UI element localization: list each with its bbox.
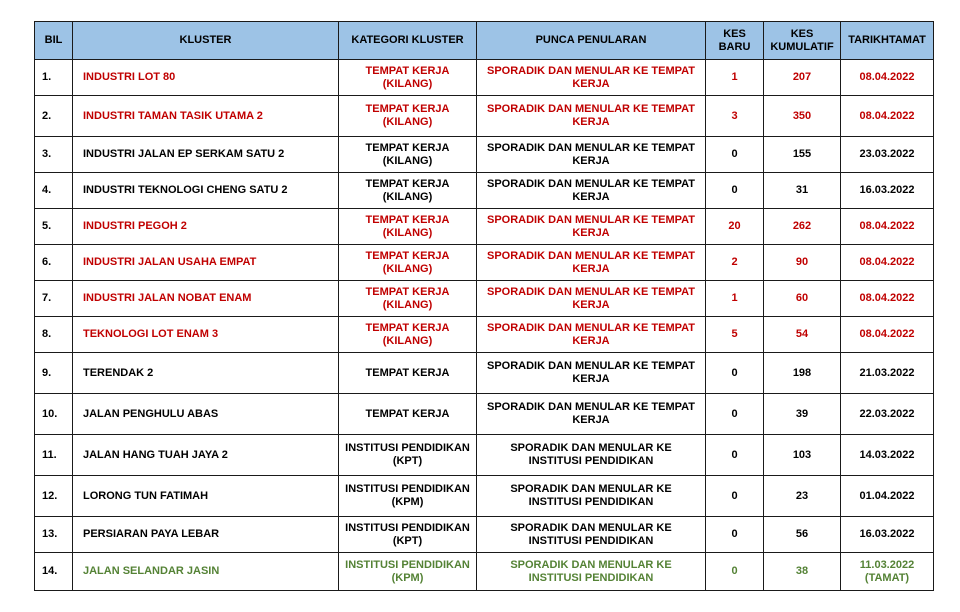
cell-kategori: [339, 60, 477, 96]
cell-kes-kumulatif-text: 155: [792, 148, 812, 160]
cell-punca-text: SPORADIK DAN MENULAR KE: [510, 442, 672, 454]
cell-kluster: [73, 209, 339, 245]
cell-kategori: [339, 317, 477, 353]
cell-kategori-text: (KPM): [391, 496, 424, 508]
cell-bil-text: 14.: [42, 565, 58, 577]
cell-punca-text: KERJA: [572, 298, 610, 311]
cell-kategori: [339, 96, 477, 137]
cell-kes-baru: [706, 476, 764, 517]
cell-punca-text: KERJA: [572, 154, 610, 167]
cell-tarikh-tamat-text: 16.03.2022: [859, 528, 915, 540]
cell-kategori: [339, 476, 477, 517]
cell-tarikh-tamat: [841, 137, 934, 173]
cell-kluster: [73, 245, 339, 281]
cell-kluster-text: PERSIARAN PAYA LEBAR: [83, 528, 220, 540]
cell-kes-baru: [706, 553, 764, 591]
cell-kes-baru-text: 0: [731, 448, 738, 461]
cell-kes-baru-text: 0: [731, 366, 738, 379]
table-row: [35, 476, 934, 517]
cell-bil: [35, 517, 73, 553]
cell-tarikh-tamat-text: 08.04.2022: [859, 220, 915, 232]
cell-bil: [35, 435, 73, 476]
cell-kes-baru: [706, 517, 764, 553]
cell-bil-text: 2.: [42, 109, 52, 122]
cell-kes-kumulatif: [764, 394, 841, 435]
cell-kluster: [73, 281, 339, 317]
cell-kategori-text: TEMPAT KERJA: [365, 249, 450, 262]
cell-kes-baru: [706, 245, 764, 281]
cell-punca-text: SPORADIK DAN MENULAR KE TEMPAT: [487, 141, 695, 154]
table-row: [35, 317, 934, 353]
cell-punca-text: INSTITUSI PENDIDIKAN: [528, 455, 654, 467]
cell-bil: [35, 553, 73, 591]
cell-kes-baru: [706, 435, 764, 476]
header-kes-baru: [706, 22, 764, 60]
cell-kes-kumulatif-text: 23: [795, 489, 809, 502]
cell-kategori-text: TEMPAT KERJA: [365, 213, 450, 226]
table-row: [35, 96, 934, 137]
cell-kluster: [73, 317, 339, 353]
cell-kluster-text: INDUSTRI TEKNOLOGI CHENG SATU 2: [83, 184, 288, 196]
cell-kategori-text: (KILANG): [382, 77, 433, 90]
table-row: [35, 394, 934, 435]
cell-kategori-text: TEMPAT KERJA: [365, 141, 450, 154]
cell-tarikh-tamat-text: 22.03.2022: [859, 407, 915, 420]
cell-kes-baru: [706, 353, 764, 394]
cell-punca: [477, 317, 706, 353]
cell-kes-baru-text: 1: [731, 71, 738, 83]
cell-kluster-text: TERENDAK 2: [83, 366, 154, 379]
cell-tarikh-tamat-text: (TAMAT): [864, 571, 910, 584]
cell-kes-kumulatif-text: 350: [792, 109, 812, 122]
cell-punca-text: SPORADIK DAN MENULAR KE: [510, 483, 672, 495]
cell-kes-kumulatif: [764, 553, 841, 591]
cell-punca-text: SPORADIK DAN MENULAR KE: [510, 521, 672, 534]
cell-kategori: [339, 553, 477, 591]
cell-tarikh-tamat-text: 16.03.2022: [859, 184, 915, 196]
cell-bil-text: 4.: [42, 184, 52, 196]
cell-kes-kumulatif: [764, 209, 841, 245]
cell-kategori: [339, 435, 477, 476]
cell-kluster: [73, 394, 339, 435]
header-kategori: KATEGORI KLUSTER: [339, 22, 477, 60]
cell-bil: [35, 137, 73, 173]
table-row: [35, 60, 934, 96]
cell-kluster: [73, 96, 339, 137]
cell-kluster-text: TEKNOLOGI LOT ENAM 3: [83, 328, 219, 340]
cell-kes-baru-text: 0: [731, 489, 738, 502]
cell-punca-text: KERJA: [572, 373, 610, 385]
header-kluster: KLUSTER: [73, 22, 339, 60]
cell-kluster: [73, 435, 339, 476]
table-row: [35, 353, 934, 394]
cell-tarikh-tamat-text: 08.04.2022: [859, 292, 915, 304]
cell-tarikh-tamat-text: 08.04.2022: [859, 256, 915, 268]
cell-kes-baru: [706, 173, 764, 209]
cell-bil: [35, 394, 73, 435]
cell-kategori-text: INSTITUSI PENDIDIKAN: [345, 442, 470, 454]
cell-punca: [477, 476, 706, 517]
cell-kluster: [73, 553, 339, 591]
cell-punca-text: SPORADIK DAN MENULAR KE TEMPAT: [487, 321, 695, 334]
cell-kes-kumulatif: [764, 245, 841, 281]
cell-kes-kumulatif: [764, 353, 841, 394]
cell-kes-baru-text: 5: [731, 328, 738, 340]
cell-kategori: [339, 173, 477, 209]
cell-tarikh-tamat: [841, 173, 934, 209]
cell-kes-kumulatif-text: 103: [792, 448, 812, 461]
header-tarikh-tamat: TARIKHTAMAT: [841, 22, 934, 60]
table-row: [35, 173, 934, 209]
cell-kategori-text: TEMPAT KERJA: [365, 366, 450, 379]
table-body: [35, 60, 934, 591]
header-kes-kumulatif-line2: KUMULATIF: [770, 40, 834, 53]
header-bil: BIL: [35, 22, 73, 60]
cell-punca-text: KERJA: [572, 414, 610, 426]
cell-kes-baru: [706, 209, 764, 245]
cell-kes-kumulatif-text: 60: [795, 292, 809, 304]
cell-tarikh-tamat: [841, 317, 934, 353]
cell-kluster: [73, 517, 339, 553]
cell-kategori-text: (KILANG): [382, 334, 433, 347]
cell-bil-text: 13.: [42, 528, 58, 540]
cell-bil: [35, 209, 73, 245]
cell-bil-text: 11.: [42, 448, 57, 461]
cell-kluster-text: INDUSTRI PEGOH 2: [83, 220, 187, 232]
cell-punca: [477, 353, 706, 394]
cell-bil: [35, 476, 73, 517]
cell-punca: [477, 394, 706, 435]
cell-bil: [35, 96, 73, 137]
cell-punca-text: SPORADIK DAN MENULAR KE TEMPAT: [487, 213, 695, 226]
cell-tarikh-tamat: [841, 245, 934, 281]
cell-punca-text: KERJA: [572, 116, 610, 128]
cell-kluster: [73, 476, 339, 517]
cell-kategori-text: INSTITUSI PENDIDIKAN: [345, 521, 470, 534]
cell-kategori-text: (KILANG): [382, 262, 433, 275]
cell-kes-baru-text: 0: [731, 148, 738, 160]
cell-kategori-text: INSTITUSI PENDIDIKAN: [345, 483, 470, 495]
cell-kluster-text: INDUSTRI JALAN USAHA EMPAT: [83, 256, 257, 268]
cell-tarikh-tamat: [841, 96, 934, 137]
cell-kategori-text: (KILANG): [382, 298, 433, 311]
cell-tarikh-tamat: [841, 281, 934, 317]
cell-kategori-text: (KILANG): [382, 154, 433, 167]
cell-kategori-text: INSTITUSI PENDIDIKAN: [345, 558, 470, 571]
cell-punca-text: SPORADIK DAN MENULAR KE TEMPAT: [487, 103, 695, 115]
table-header: [35, 22, 934, 60]
cell-kategori-text: TEMPAT KERJA: [365, 407, 450, 420]
cell-kategori-text: TEMPAT KERJA: [365, 285, 450, 298]
cell-kes-baru: [706, 394, 764, 435]
cell-kluster-text: INDUSTRI JALAN NOBAT ENAM: [83, 292, 252, 304]
cell-punca: [477, 435, 706, 476]
cell-kes-baru: [706, 96, 764, 137]
cell-punca: [477, 517, 706, 553]
cell-kes-kumulatif: [764, 60, 841, 96]
cell-kes-kumulatif: [764, 281, 841, 317]
cell-tarikh-tamat-text: 08.04.2022: [859, 109, 915, 122]
cell-kes-kumulatif-text: 262: [792, 220, 812, 232]
cell-kluster: [73, 60, 339, 96]
header-kes-kumulatif-line1: KES: [790, 27, 814, 40]
cell-tarikh-tamat-text: 21.03.2022: [859, 366, 915, 379]
cell-kes-baru-text: 1: [731, 292, 738, 304]
cell-tarikh-tamat-text: 08.04.2022: [859, 328, 915, 340]
cell-kes-baru-text: 20: [728, 220, 741, 232]
cell-kluster-text: LORONG TUN FATIMAH: [83, 489, 209, 502]
cell-punca-text: SPORADIK DAN MENULAR KE TEMPAT: [487, 401, 695, 413]
cell-tarikh-tamat: [841, 553, 934, 591]
cell-tarikh-tamat: [841, 394, 934, 435]
cell-bil: [35, 281, 73, 317]
cell-punca: [477, 281, 706, 317]
cell-kategori-text: TEMPAT KERJA: [365, 177, 450, 190]
cell-punca: [477, 209, 706, 245]
cell-tarikh-tamat-text: 23.03.2022: [859, 148, 915, 160]
cell-kes-kumulatif: [764, 317, 841, 353]
cell-kes-kumulatif: [764, 96, 841, 137]
table-row: [35, 137, 934, 173]
cell-kategori: [339, 281, 477, 317]
cell-kluster-text: INDUSTRI TAMAN TASIK UTAMA 2: [83, 109, 263, 122]
cell-kluster-text: INDUSTRI JALAN EP SERKAM SATU 2: [83, 148, 285, 160]
cell-bil-text: 10.: [42, 407, 58, 420]
cell-kes-kumulatif-text: 38: [795, 565, 809, 577]
cell-kategori: [339, 209, 477, 245]
cell-kes-baru: [706, 281, 764, 317]
cell-kes-kumulatif: [764, 476, 841, 517]
cell-kluster: [73, 353, 339, 394]
cell-kes-baru: [706, 137, 764, 173]
cell-tarikh-tamat: [841, 476, 934, 517]
cell-punca-text: KERJA: [572, 226, 610, 239]
cell-kes-baru-text: 0: [731, 407, 738, 420]
cell-kes-baru-text: 2: [731, 256, 738, 268]
cell-kluster: [73, 137, 339, 173]
cell-kes-kumulatif-text: 39: [795, 407, 809, 420]
cell-kes-kumulatif-text: 207: [792, 71, 812, 83]
cell-bil: [35, 353, 73, 394]
table-row: [35, 435, 934, 476]
table-row: [35, 517, 934, 553]
cell-kes-kumulatif-text: 90: [795, 256, 809, 268]
cell-kes-kumulatif-text: 31: [795, 184, 809, 196]
cell-punca: [477, 553, 706, 591]
table-row: [35, 553, 934, 591]
cell-bil-text: 7.: [42, 292, 52, 304]
header-kes-baru-line2: BARU: [718, 40, 751, 53]
cell-kategori-text: TEMPAT KERJA: [365, 321, 450, 334]
cell-kes-kumulatif: [764, 517, 841, 553]
cell-bil-text: 1.: [42, 71, 52, 83]
cell-punca-text: SPORADIK DAN MENULAR KE TEMPAT: [487, 177, 695, 190]
cell-bil-text: 5.: [42, 220, 52, 232]
cell-tarikh-tamat-text: 01.04.2022: [859, 489, 915, 502]
cell-tarikh-tamat: [841, 209, 934, 245]
cell-kes-baru: [706, 317, 764, 353]
cell-punca-text: KERJA: [572, 262, 610, 275]
cell-kategori-text: (KILANG): [382, 226, 433, 239]
cell-bil: [35, 245, 73, 281]
cluster-table-wrapper: [34, 21, 934, 591]
cell-kategori-text: (KPM): [391, 571, 424, 584]
cell-kategori-text: TEMPAT KERJA: [365, 64, 450, 77]
cell-kes-baru-text: 3: [731, 109, 738, 122]
cell-kluster: [73, 173, 339, 209]
cell-kes-kumulatif: [764, 137, 841, 173]
cell-kategori: [339, 245, 477, 281]
cell-kategori: [339, 353, 477, 394]
cell-tarikh-tamat-text: 08.04.2022: [859, 71, 915, 83]
cell-kluster-text: JALAN HANG TUAH JAYA 2: [83, 448, 228, 461]
cell-punca-text: KERJA: [572, 190, 610, 203]
cell-kes-kumulatif-text: 56: [795, 528, 809, 540]
cell-kategori-text: (KILANG): [382, 190, 433, 203]
cell-tarikh-tamat: [841, 435, 934, 476]
cell-kes-kumulatif-text: 54: [795, 328, 809, 340]
cell-kluster-text: JALAN PENGHULU ABAS: [83, 407, 219, 420]
table-row: [35, 209, 934, 245]
cell-tarikh-tamat: [841, 60, 934, 96]
cell-bil-text: 6.: [42, 256, 52, 268]
cell-bil-text: 12.: [42, 489, 58, 502]
cell-punca-text: SPORADIK DAN MENULAR KE TEMPAT: [487, 64, 695, 77]
cell-punca-text: INSTITUSI PENDIDIKAN: [528, 496, 654, 508]
header-punca: PUNCA PENULARAN: [477, 22, 706, 60]
cell-kluster-text: INDUSTRI LOT 80: [83, 71, 176, 83]
cell-bil-text: 3.: [42, 148, 52, 160]
cell-kategori-text: (KILANG): [382, 116, 433, 128]
cell-punca-text: SPORADIK DAN MENULAR KE TEMPAT: [487, 285, 695, 298]
cell-punca-text: SPORADIK DAN MENULAR KE TEMPAT: [487, 249, 695, 262]
cell-punca: [477, 60, 706, 96]
cell-punca: [477, 173, 706, 209]
table-row: [35, 281, 934, 317]
cell-kategori-text: TEMPAT KERJA: [365, 103, 450, 115]
cell-punca-text: SPORADIK DAN MENULAR KE: [510, 558, 672, 571]
header-kes-kumulatif: [764, 22, 841, 60]
cell-kategori: [339, 394, 477, 435]
cell-kategori-text: (KPT): [392, 455, 423, 467]
cell-kes-baru-text: 0: [731, 565, 738, 577]
cell-bil-text: 8.: [42, 328, 52, 340]
cell-kluster-text: JALAN SELANDAR JASIN: [83, 565, 220, 577]
cell-kategori: [339, 137, 477, 173]
cell-punca-text: KERJA: [572, 77, 610, 90]
cell-punca-text: SPORADIK DAN MENULAR KE TEMPAT: [487, 360, 695, 372]
cell-kes-kumulatif: [764, 435, 841, 476]
header-kes-baru-line1: KES: [723, 27, 746, 40]
cell-bil: [35, 60, 73, 96]
cell-bil-text: 9.: [42, 366, 52, 379]
cell-kes-baru-text: 0: [731, 528, 738, 540]
cell-punca: [477, 137, 706, 173]
cell-tarikh-tamat: [841, 517, 934, 553]
cell-tarikh-tamat-text: 11.03.2022: [859, 558, 915, 571]
cell-punca: [477, 96, 706, 137]
cell-bil: [35, 317, 73, 353]
cell-punca-text: KERJA: [572, 334, 610, 347]
cell-punca: [477, 245, 706, 281]
cell-bil: [35, 173, 73, 209]
cell-punca-text: INSTITUSI PENDIDIKAN: [528, 571, 654, 584]
cell-tarikh-tamat: [841, 353, 934, 394]
cell-kategori-text: (KPT): [392, 534, 423, 547]
cell-kes-baru: [706, 60, 764, 96]
cell-kes-kumulatif-text: 198: [792, 366, 812, 379]
cell-tarikh-tamat-text: 14.03.2022: [859, 448, 915, 461]
cluster-table: [34, 21, 934, 591]
table-row: [35, 245, 934, 281]
cell-punca-text: INSTITUSI PENDIDIKAN: [528, 534, 654, 547]
cell-kategori: [339, 517, 477, 553]
cell-kes-baru-text: 0: [731, 184, 738, 196]
cell-kes-kumulatif: [764, 173, 841, 209]
